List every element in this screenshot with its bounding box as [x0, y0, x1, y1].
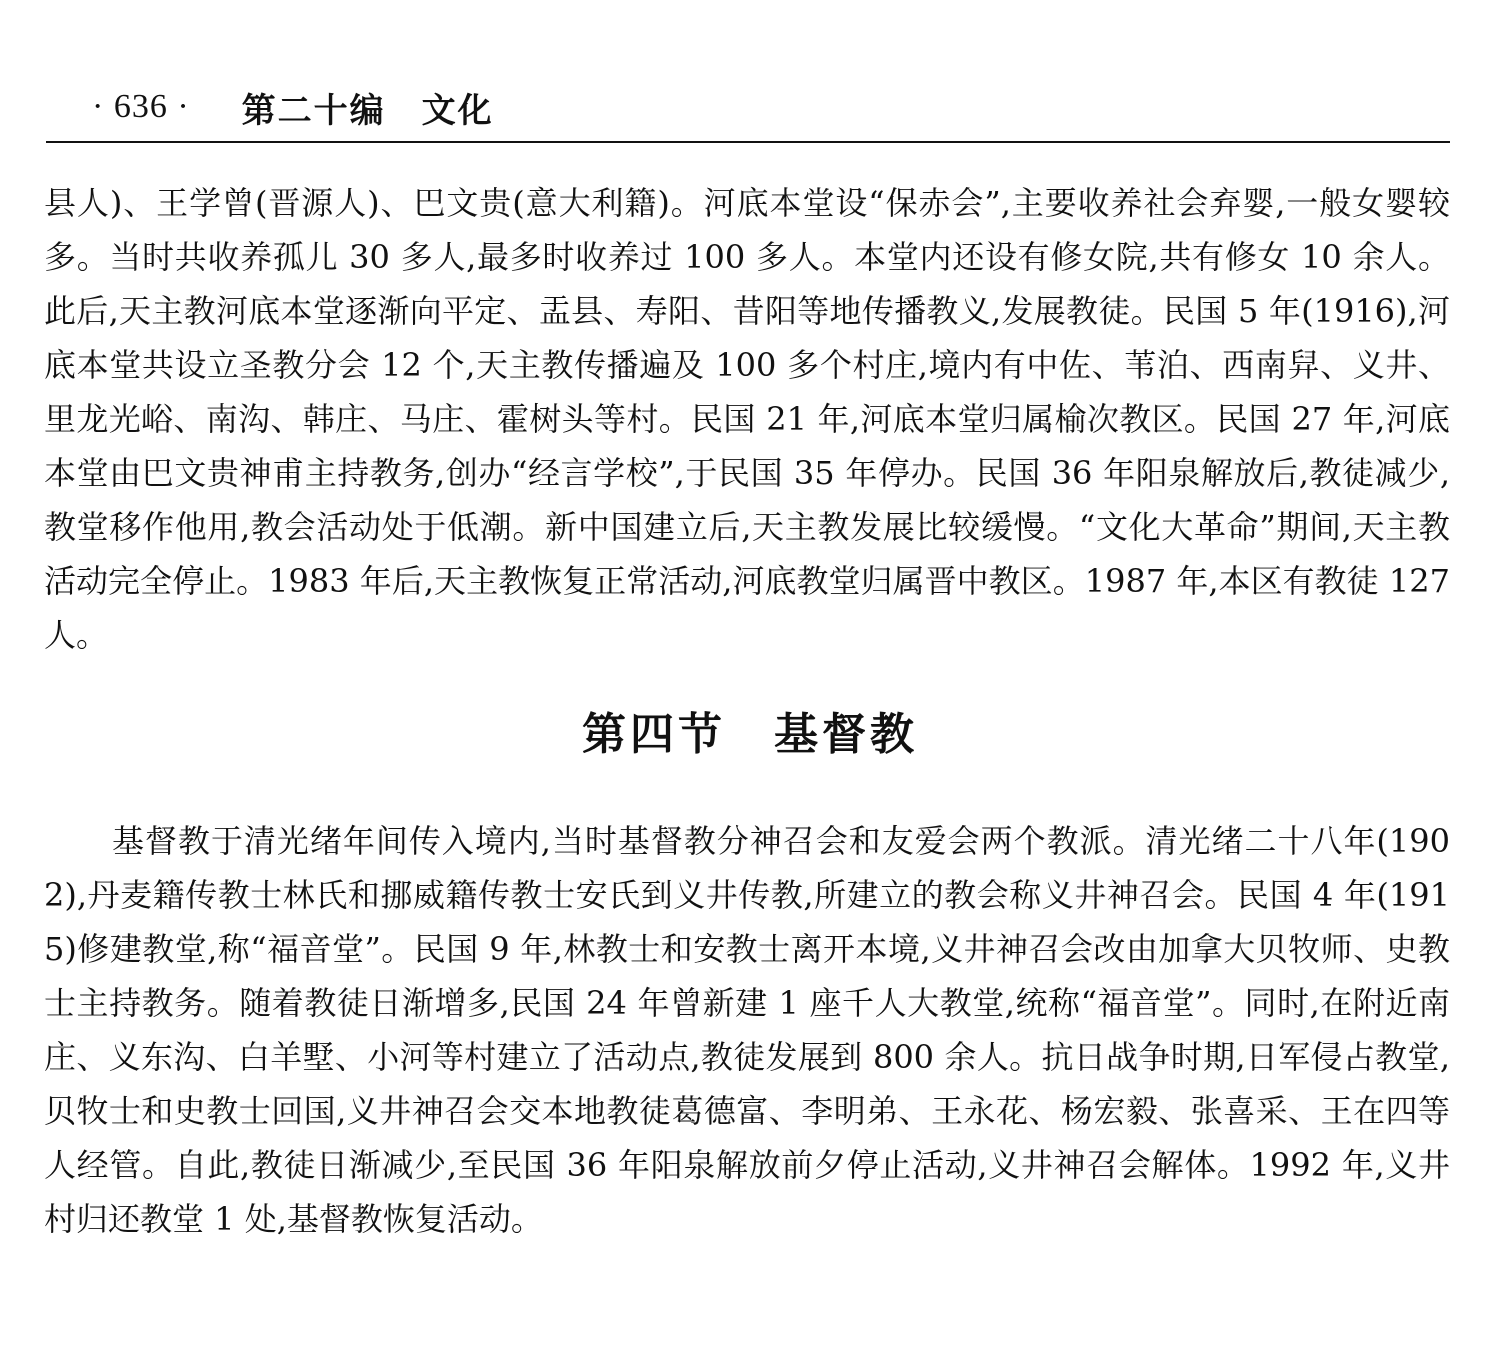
body-paragraph-christianity: 基督教于清光绪年间传入境内,当时基督教分神召会和友爱会两个教派。清光绪二十八年(1902),丹麦籍传教士林氏和挪威籍传教士安氏到义井传教,所建立的教会称义井神召会。民国 4 年(1915)修建教堂,称“福音堂”。民国 9 年,林教士和安教士离开本境,义井神召会改由加拿大贝牧师、史教士主持教务。随着教徒日渐增多,民国 24 年曾新建 1 座千人大教堂,统称“福音堂”。同时,在附近南庄、义东沟、白羊墅、小河等村建立了活动点,教徒发展到 800 余人。抗日战争时期,日军侵占教堂,贝牧士和史教士回国,义井神召会交本地教徒葛德富、李明弟、王永花、杨宏毅、张喜采、王在四等人经管。自此,教徒日渐减少,至民国 36 年阳泉解放前夕停止活动,义井神召会解体。1992 年,义井村归还教堂 1 处,基督教恢复活动。	[44, 822, 1450, 1238]
header-rule	[46, 141, 1450, 143]
section-heading: 第四节 基督教	[582, 709, 918, 760]
part-title: 第二十编 文化	[241, 90, 494, 131]
running-header	[92, 82, 494, 132]
body-paragraph-continued: 县人)、王学曾(晋源人)、巴文贵(意大利籍)。河底本堂设“保赤会”,主要收养社会弃婴,一般女婴较多。当时共收养孤儿 30 多人,最多时收养过 100 多人。本堂内还设有修女院,共有修女 10 余人。此后,天主教河底本堂逐渐向平定、盂县、寿阳、昔阳等地传播教义,发展教徒。民国 5 年(1916),河底本堂共设立圣教分会 12 个,天主教传播遍及 100 多个村庄,境内有中佐、苇泊、西南舁、义井、里龙光峪、南沟、韩庄、马庄、霍树头等村。民国 21 年,河底本堂归属榆次教区。民国 27 年,河底本堂由巴文贵神甫主持教务,创办“经言学校”,于民国 35 年停办。民国 36 年阳泉解放后,教徒减少,教堂移作他用,教会活动处于低潮。新中国建立后,天主教发展比较缓慢。“文化大革命”期间,天主教活动完全停止。1983 年后,天主教恢复正常活动,河底教堂归属晋中教区。1987 年,本区有教徒 127 人。	[44, 184, 1450, 654]
page-number: · 636 ·	[92, 88, 190, 125]
